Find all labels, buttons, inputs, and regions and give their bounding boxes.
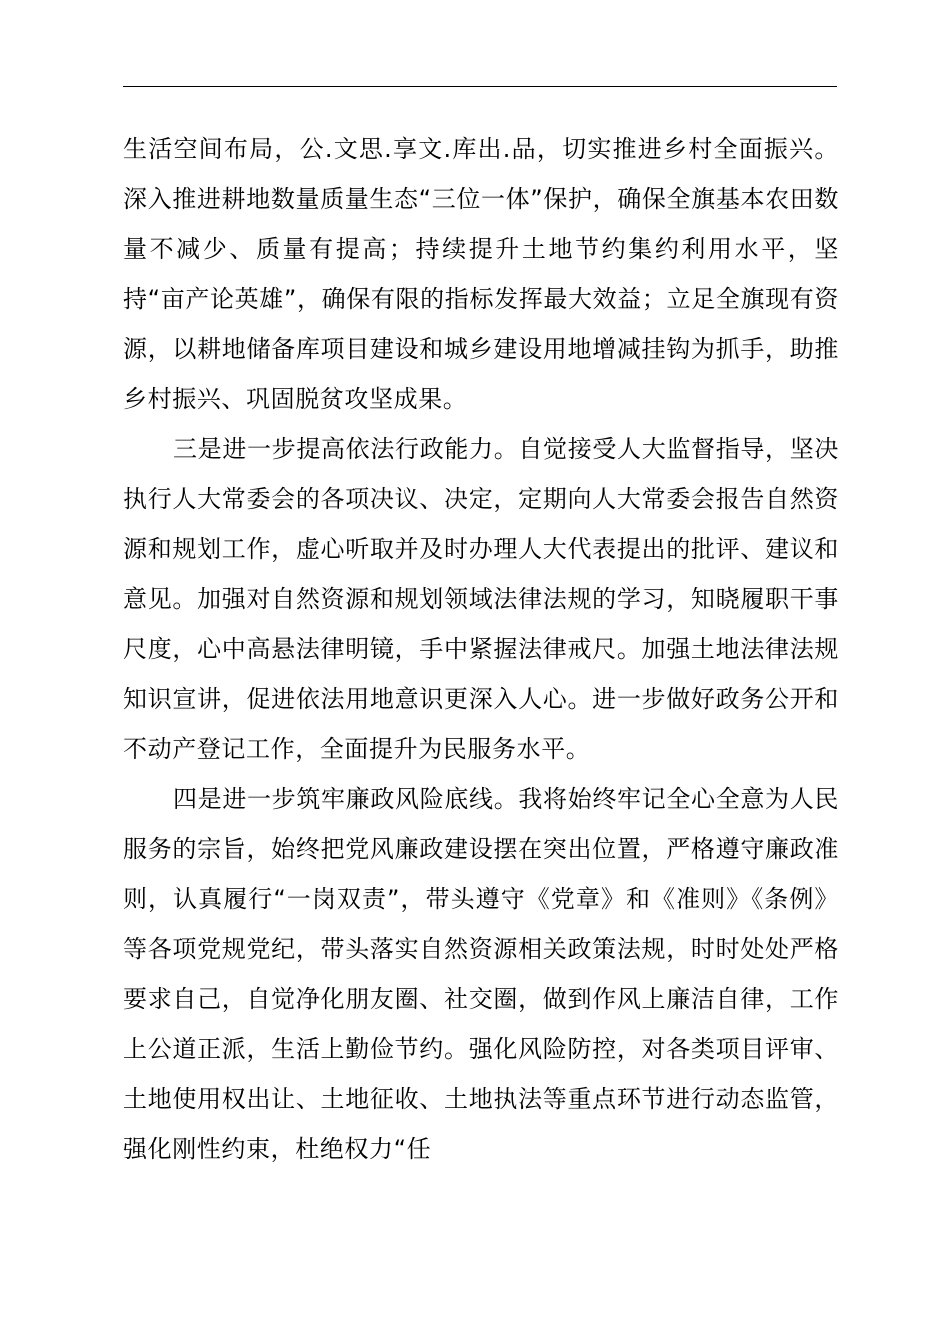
- paragraph-integrity-risk: 四是进一步筑牢廉政风险底线。我将始终牢记全心全意为人民服务的宗旨，始终把党风廉政建设摆在突出位置，严格遵守廉政准则，认真履行“一岗双责”，带头遵守《党章》和《准则》《条例》等各项党规党纪，带头落实自然资源相关政策法规，时时处处严格要求自己，自觉净化朋友圈、社交圈，做到作风上廉洁自律，工作上公道正派，生活上勤俭节约。强化风险防控，对各类项目评审、土地使用权出让、土地征收、土地执法等重点环节进行动态监管，强化刚性约束，杜绝权力“任: [123, 785, 839, 1163]
- paragraph-continued: 生活空间布局，公.文思.享文.库出.品，切实推进乡村全面振兴。深入推进耕地数量质量生态“三位一体”保护，确保全旗基本农田数量不减少、质量有提高；持续提升土地节约集约利用水平，坚持“亩产论英雄”，确保有限的指标发挥最大效益；立足全旗现有资源，以耕地储备库项目建设和城乡建设用地增减挂钩为抓手，助推乡村振兴、巩固脱贫攻坚成果。: [123, 135, 839, 413]
- paragraph-lawful-administration: 三是进一步提高依法行政能力。自觉接受人大监督指导，坚决执行人大常委会的各项决议、决定，定期向人大常委会报告自然资源和规划工作，虚心听取并及时办理人大代表提出的批评、建议和意见。加强对自然资源和规划领域法律法规的学习，知晓履职干事尺度，心中高悬法律明镜，手中紧握法律戒尺。加强土地法律法规知识宣讲，促进依法用地意识更深入人心。进一步做好政务公开和不动产登记工作，全面提升为民服务水平。: [123, 435, 839, 763]
- document-body: [123, 124, 839, 1174]
- header-rule: [123, 86, 837, 87]
